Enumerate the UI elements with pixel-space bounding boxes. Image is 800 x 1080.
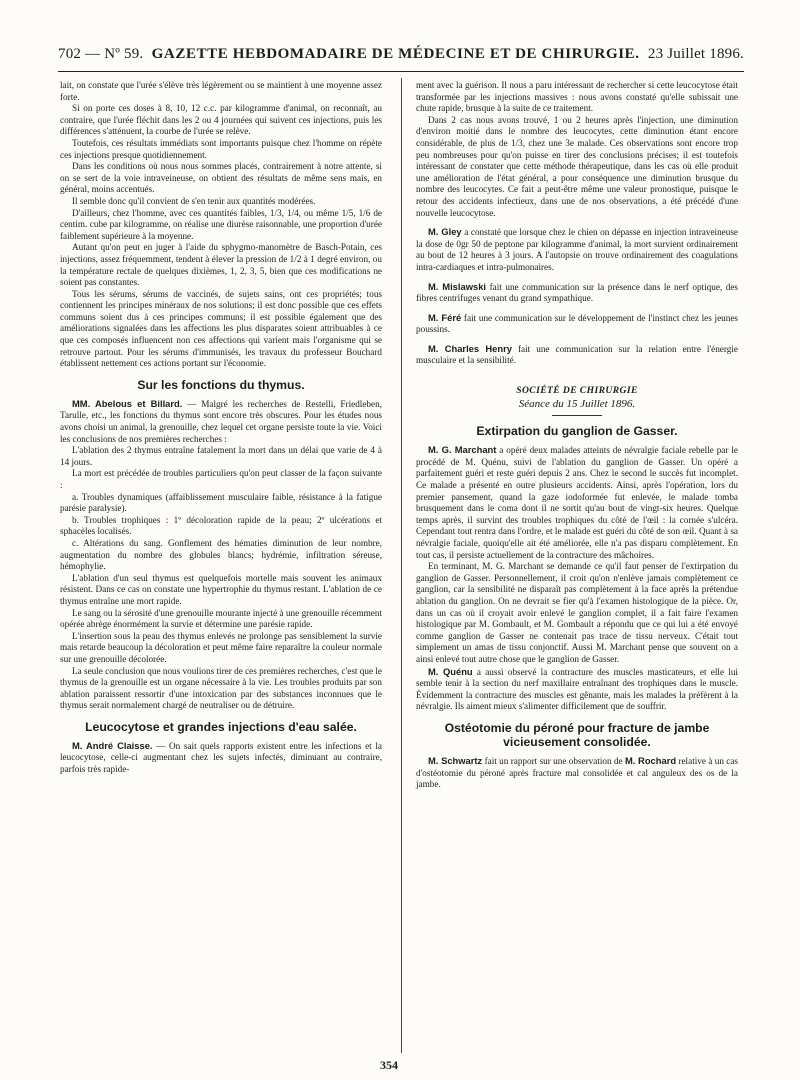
speaker-name: MM. Abelous et Billard. bbox=[72, 397, 183, 409]
paragraph: L'ablation des 2 thymus entraîne fatalement la mort dans un délai que varie de 4 à 14 jours. bbox=[60, 445, 382, 467]
speaker-name: M. Mislawski bbox=[428, 280, 487, 292]
folio-number: 354 bbox=[380, 1058, 398, 1072]
right-column bbox=[416, 80, 738, 791]
paragraph: lait, on constate que l'urée s'élève très légèrement ou se maintient à une moyenne assez forte. bbox=[60, 80, 382, 102]
paragraph: M. Quénu a aussi observé la contracture des muscles masticateurs, et elle lui semble tenir à la section du nerf maxillaire entraînant des trophiques dans le muscle. Évidemment la contracture des muscles est gênante, mais les malades la préfèrent à la névralgie. Ils aiment mieux s'alimenter difficilement que de souffrir. bbox=[416, 665, 738, 712]
paragraph: Toutefois, ces résultats immédiats sont importants puisque chez l'homme on répète ces injections presque quotidiennement. bbox=[60, 137, 382, 160]
paragraph: Si on porte ces doses à 8, 10, 12 c.c. par kilogramme d'animal, on reconnaît, au contraire, que l'urée fléchit dans les 2 ou 4 journées qui suivent ces injections, puis les différences s'atténuent, la courbe de l'urée se relève. bbox=[60, 103, 382, 137]
speaker-name: M. Quénu bbox=[428, 665, 473, 677]
short-rule bbox=[552, 415, 602, 416]
speaker-name: M. André Claisse. bbox=[72, 739, 153, 751]
speaker-name: M. G. Marchant bbox=[428, 444, 497, 456]
paragraph: Dans 2 cas nous avons trouvé, 1 ou 2 heures après l'injection, une diminution d'environ moitié dans le nombre des leucocytes, cette diminution étant encore considérable, de plus de 1/3, chez une 3e malade. Ces observations sont encore trop peu nombreuses pour qu'on puisse en tirer des conclusions précises; il est toutefois intéressant de constater que cette méthode thérapeutique, dans les cas où elle produit une amélioration de l'état général, a pour conséquence une diminution brusque du nombre des leucocytes. Ce fait a peut-être même une valeur pronostique, puisque le retour des accidents infectieux, dans une de nos observations, a été précédé d'une nouvelle leucocytose. bbox=[416, 114, 738, 218]
paragraph: Autant qu'on peut en juger à l'aide du sphygmo-manomètre de Basch-Potain, ces injections, assez fréquemment, tendent à élever la pression de 1/2 à 1 degré environ, ou la température rectale de quelques dixièmes, 1, 2, 3, 5, bien que ces modifications ne soient pas constantes. bbox=[60, 242, 382, 288]
left-column bbox=[60, 80, 382, 776]
section-heading-leucocytose: Leucocytose et grandes injections d'eau salée. bbox=[85, 719, 357, 734]
page-number-issue: 702 — Nº 59. bbox=[58, 46, 144, 62]
paragraph: M. G. Marchant a opéré deux malades atteints de névralgie faciale rebelle par le procédé de M. Quénu, suivi de l'ablation du ganglion de Gasser. Un opéré a parfaitement guéri et reste guéri depuis 2 ans. Chez le second le succès fut incomplet. Ce malade a présenté en outre plusieurs accidents. Ainsi, après l'opération, lors du premier pansement, quand la gaze iodoformée fut enlevée, le malade tomba brusquement dans le coma dont il ne sortit qu'au bout de vingt-six heures. Quelque temps après, il survint des troubles trophiques du côté de l'œil : la cornée s'ulcéra. Cependant tout rentra dans l'ordre, et le malade est guéri du côté de son œil. Quant à sa névralgie faciale, quoiqu'elle ait été améliorée, elle n'a pas disparu complètement. En tout cas, il persiste actuellement de la contracture des mâchoires. bbox=[416, 444, 738, 560]
speaker-name: M. Charles Henry bbox=[428, 342, 512, 354]
paragraph: b. Troubles trophiques : 1º décoloration rapide de la peau; 2º ulcérations et sphacèles localisés. bbox=[60, 514, 382, 537]
paragraph: M. Mislawski fait une communication sur la présence dans le nerf optique, des fibres centrifuges venant du grand sympathique. bbox=[416, 280, 738, 304]
paragraph: MM. Abelous et Billard. — Malgré les recherches de Restelli, Friedleben, Tarulle, etc., les fonctions du thymus sont encore très obscures. Pour les études nous avons choisi un animal, la grenouille, chez lequel cet organe persiste toute la vie. Voici les conclusions de nos premières recherches : bbox=[60, 397, 382, 444]
paragraph: M. Féré fait une communication sur le développement de l'instinct chez les jeunes poussins. bbox=[416, 311, 738, 335]
speaker-name: M. Rochard bbox=[624, 754, 677, 766]
section-heading-gasser: Extirpation du ganglion de Gasser. bbox=[476, 424, 678, 439]
issue-date: 23 Juillet 1896. bbox=[647, 46, 744, 62]
paragraph: M. André Claisse. — On sait quels rapports existent entre les infections et la leucocytose, celle-ci augmentant chez les sujets infectés, diminuant au contraire, parfois très rapide- bbox=[60, 739, 382, 775]
paragraph: Il semble donc qu'il convient de s'en tenir aux quantités modérées. bbox=[72, 195, 316, 206]
paragraph: M. Gley a constaté que lorsque chez le chien on dépasse en injection intraveineuse la dose de 0gr 50 de peptone par kilogramme d'animal, la mort survient ordinairement au bout de 12 heures à 3 jours. A l'autopsie on trouve ordinairement des coagulations intra-cardiaques et intra-pulmonaires. bbox=[416, 226, 739, 272]
speaker-name: M. Féré bbox=[428, 311, 462, 323]
paragraph: Dans les conditions où nous nous sommes placés, contrairement à notre attente, si on se sert de la voie intraveineuse, on obtient des résultats de même sens mais, en général, moins accentués. bbox=[60, 161, 382, 195]
section-heading-thymus: Sur les fonctions du thymus. bbox=[137, 377, 305, 392]
paragraph: ment avec la guérison. Il nous a paru intéressant de rechercher si cette leucocytose était transformée par les injections massives : nous avons constaté qu'elle subissait une chute rapide, brusque à la suite de ce traitement. bbox=[416, 80, 738, 114]
paragraph: M. Schwartz fait un rapport sur une observation de M. Rochard relative à un cas d'ostéotomie du péroné après fracture mal consolidée et cal anguleux des os de la jambe. bbox=[416, 754, 738, 790]
paragraph: La mort est précédée de troubles particuliers qu'on peut classer de la façon suivante : bbox=[60, 468, 382, 490]
paragraph: M. Charles Henry fait une communication sur la relation entre l'énergie musculaire et la sensibilité. bbox=[416, 342, 738, 366]
section-heading-osteotomie: Ostéotomie du péroné pour fracture de jambe vicieusement consolidée. bbox=[444, 720, 710, 749]
paragraph: En terminant, M. G. Marchant se demande ce qu'il faut penser de l'extirpation du ganglion de Gasser. Personnellement, il croit qu'on n'enlève jamais complètement ce ganglion, car la sensibilité ne disparaît pas complètement à la face après la prétendue ablation du ganglion. On ne devrait se fier qu'à l'examen histologique de la pièce. Or, dans un cas où il croyait avoir enlevé le ganglion complet, il a fait faire l'examen histologique par M. Gombault, et M. Gombault a répondu que ce qui lui a été envoyé comme ganglion de Gasser ne contenait pas trace de tissu nerveux. C'était tout simplement un amas de tissu conjonctif. Aussi M. Marchant pense que souvent on a ainsi enlevé tout autre chose que le ganglion de Gasser. bbox=[416, 561, 738, 664]
running-header bbox=[58, 46, 744, 68]
speaker-name: M. Gley bbox=[428, 226, 462, 238]
session-date: Séance du 15 Juillet 1896. bbox=[518, 397, 636, 410]
paragraph: La seule conclusion que nous voulions tirer de ces premières recherches, c'est que le thymus de la grenouille est un organe nécessaire à la vie. Les troubles produits par son ablation paraissent ressortir d'une intoxication par des substances inconnues que le thymus serait normalement chargé de neutraliser ou de détruire. bbox=[60, 665, 382, 711]
journal-title: GAZETTE HEBDOMADAIRE DE MÉDECINE ET DE CHIRURGIE. bbox=[151, 46, 640, 62]
header-rule bbox=[58, 71, 744, 72]
paragraph: L'insertion sous la peau des thymus enlevés ne prolonge pas sensiblement la survie mais retarde beaucoup la décoloration et peut même faire reparaître la couleur normale sur une grenouille décolorée. bbox=[60, 630, 382, 664]
paragraph: a. Troubles dynamiques (affaiblissement musculaire faible, résistance à la fatigue parésie paralysie). bbox=[60, 491, 382, 514]
speaker-name: M. Schwartz bbox=[428, 754, 483, 766]
paragraph: Le sang ou la sérosité d'une grenouille mourante injecté à une grenouille récemment opérée abrège énormément la survie et détermine une parésie rapide. bbox=[60, 607, 382, 630]
paragraph: Tous les sérums, sérums de vaccinés, de sujets sains, ont ces propriétés; tous contiennent les principes minéraux de nos solutions; il est donc possible que ces effets communs soient dus à ces principes communs; il est possible également que des améliorations signalées dans les affections les plus disparates soient attribuables à ce que ces composés influencent non ces affections qui varient mais l'organisme qui se retrouve partout. Pour les sérums d'immunisés, les travaux du professeur Bouchard établissent nettement ces actions portant sur l'économie. bbox=[60, 288, 382, 369]
column-divider bbox=[401, 78, 402, 1053]
paragraph: D'ailleurs, chez l'homme, avec ces quantités faibles, 1/3, 1/4, ou même 1/5, 1/6 de centim. cube par kilogramme, on réalise une diurèse raisonnable, une proportion d'urée faiblement supérieure à la moyenne. bbox=[60, 207, 382, 241]
society-heading: SOCIÉTÉ DE CHIRURGIE bbox=[516, 385, 638, 397]
paragraph: L'ablation d'un seul thymus est quelquefois mortelle mais souvent les animaux résistent. Dans ce cas on constate une hypertrophie du thymus restant. L'ablation de ce thymus entraîne une mort rapide. bbox=[60, 572, 382, 606]
paragraph: c. Altérations du sang. Gonflement des hématies diminution de leur nombre, augmentation du nombre des globules blancs; hydrémie, infiltration séreuse, hémophylie. bbox=[60, 537, 382, 572]
